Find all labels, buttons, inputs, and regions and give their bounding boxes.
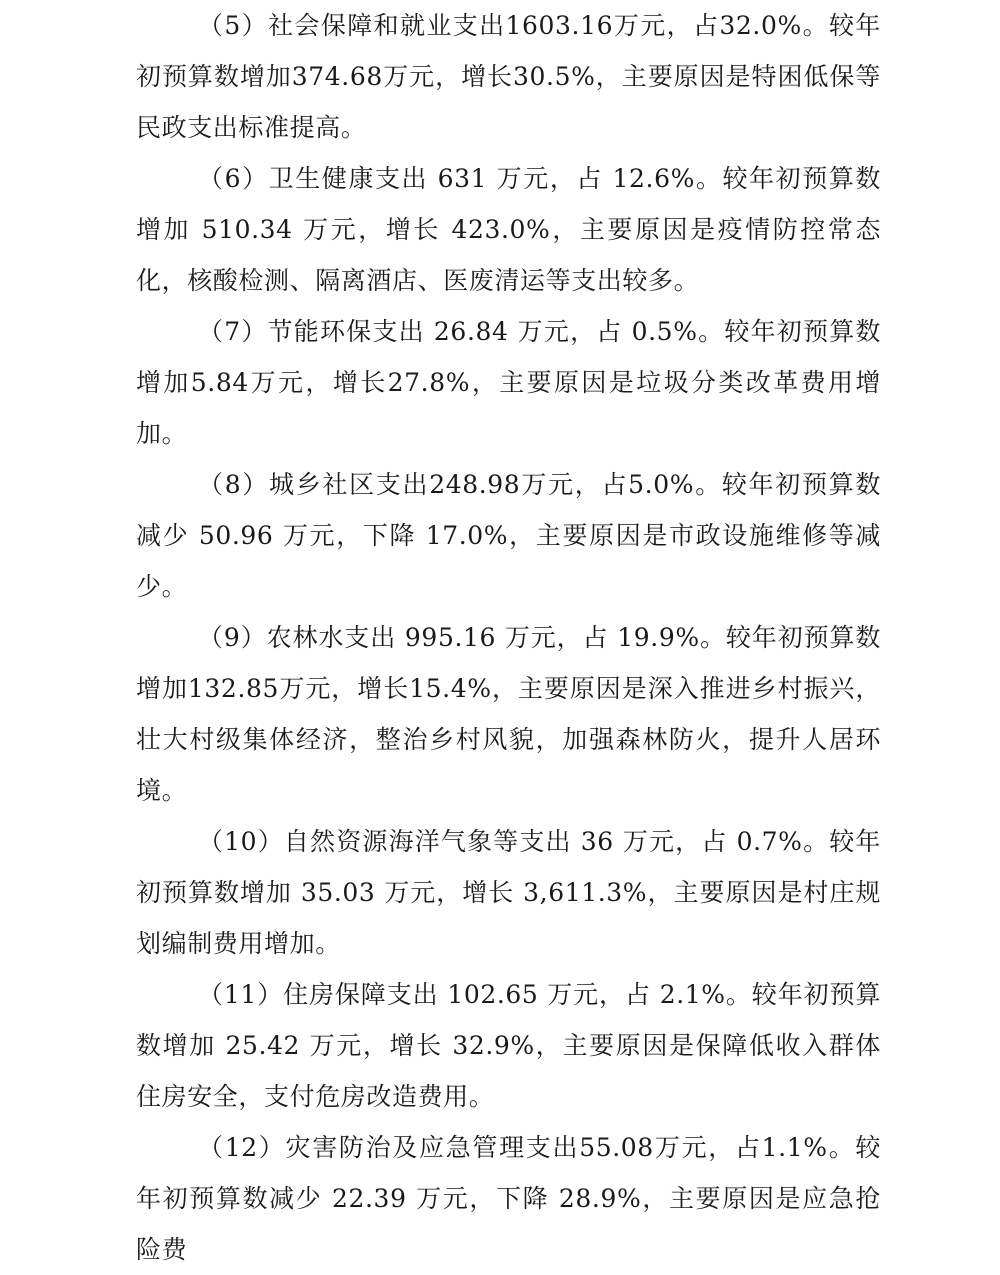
paragraph-health: （6）卫生健康支出 631 万元，占 12.6%。较年初预算数增加 510.34 万元，增长 423.0%，主要原因是疫情防控常态化，核酸检测、隔离酒店、医废清运等支出较多。 bbox=[136, 164, 881, 295]
paragraph-natural-resources: （10）自然资源海洋气象等支出 36 万元，占 0.7%。较年初预算数增加 35.03 万元，增长 3,611.3%，主要原因是村庄规划编制费用增加。 bbox=[136, 827, 881, 958]
paragraph-social-security: （5）社会保障和就业支出1603.16万元，占32.0%。较年初预算数增加374.68万元，增长30.5%，主要原因是特困低保等民政支出标准提高。 bbox=[136, 11, 881, 142]
paragraph-disaster-prevention: （12）灾害防治及应急管理支出55.08万元，占1.1%。较年初预算数减少 22.39 万元，下降 28.9%，主要原因是应急抢险费 bbox=[136, 1133, 881, 1264]
paragraph-environment: （7）节能环保支出 26.84 万元，占 0.5%。较年初预算数增加5.84万元，增长27.8%，主要原因是垃圾分类改革费用增加。 bbox=[136, 317, 881, 448]
paragraph-urban-rural: （8）城乡社区支出248.98万元，占5.0%。较年初预算数减少 50.96 万元，下降 17.0%，主要原因是市政设施维修等减少。 bbox=[136, 470, 881, 601]
paragraph-housing: （11）住房保障支出 102.65 万元，占 2.1%。较年初预算数增加 25.42 万元，增长 32.9%，主要原因是保障低收入群体住房安全，支付危房改造费用。 bbox=[136, 980, 881, 1111]
document-page bbox=[136, 0, 881, 1275]
paragraph-agriculture: （9）农林水支出 995.16 万元，占 19.9%。较年初预算数增加132.85万元，增长15.4%，主要原因是深入推进乡村振兴，壮大村级集体经济，整治乡村风貌，加强森林防火，提升人居环境。 bbox=[136, 623, 881, 805]
